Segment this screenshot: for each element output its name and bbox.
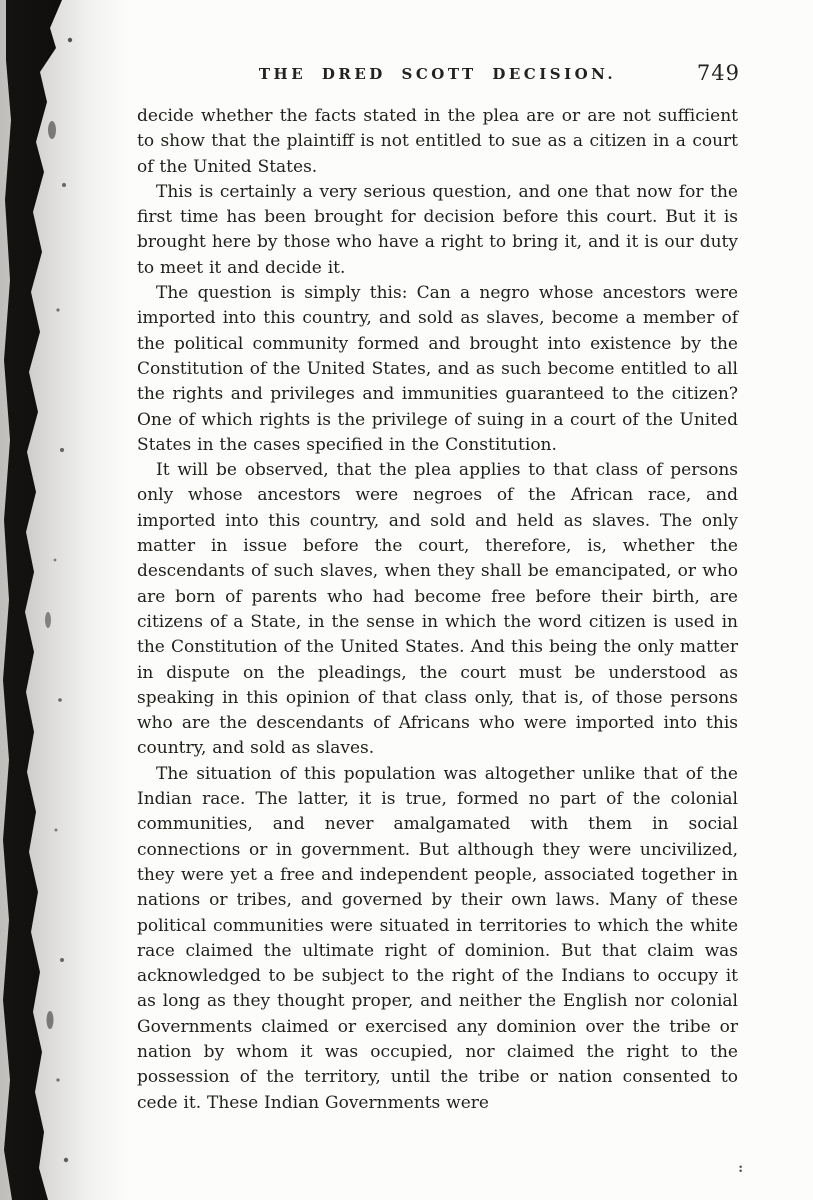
page-number: 749 [696,61,740,85]
paragraph: The question is simply this: Can a negro whose ancestors were imported into this country, and sold as slaves, become a member of the political community formed and brought into existence by the Constitution of the United States, and as such become entitled to all the rights and privileges and immunities guaranteed to the citizen? One of which rights is the privilege of suing in a court of the United States in the cases specified in the Constitution. [137,283,738,455]
scan-artifact-mark: : [738,1161,743,1176]
body-text [137,104,738,1116]
binding-shadow [0,0,95,1200]
page-content [137,56,738,1116]
paragraph: The situation of this population was altogether unlike that of the Indian race. The latter, it is true, formed no part of the colonial communities, and never amalgamated with them in social connections or in government. But although they were uncivilized, they were yet a free and independent people, associated together in nations or tribes, and governed by their own laws. Many of these political communities were situated in territories to which the white race claimed the ultimate right of dominion. But that claim was acknowledged to be subject to the right of the Indians to occupy it as long as they thought proper, and neither the English nor colonial Governments claimed or exercised any dominion over the tribe or nation by whom it was occupied, nor claimed the right to the possession of the territory, until the tribe or nation consented to cede it. These Indian Governments were [137,763,738,1113]
paragraph: It will be observed, that the plea applies to that class of persons only whose ancestors were negroes of the African race, and imported into this country, and sold and held as slaves. The only matter in issue before the court, therefore, is, whether the descendants of such slaves, when they shall be emancipated, or who are born of parents who had become free before their birth, are citizens of a State, in the sense in which the word citizen is used in the Constitution of the United States. And this being the only matter in dispute on the pleadings, the court must be understood as speaking in this opinion of that class only, that is, of those persons who are the descendants of Africans who were imported into this country, and sold as slaves. [137,460,738,759]
paragraph: This is certainly a very serious question, and one that now for the first time has been brought for decision before this court. But it is brought here by those who have a right to bring it, and it is our duty to meet it and decide it. [137,181,738,278]
page-title: THE DRED SCOTT DECISION. [258,65,617,83]
paragraph-continuation: decide whether the facts stated in the plea are or are not sufficient to show that the plaintiff is not entitled to sue as a citizen in a court of the United States. [137,106,738,177]
running-header [137,56,738,92]
